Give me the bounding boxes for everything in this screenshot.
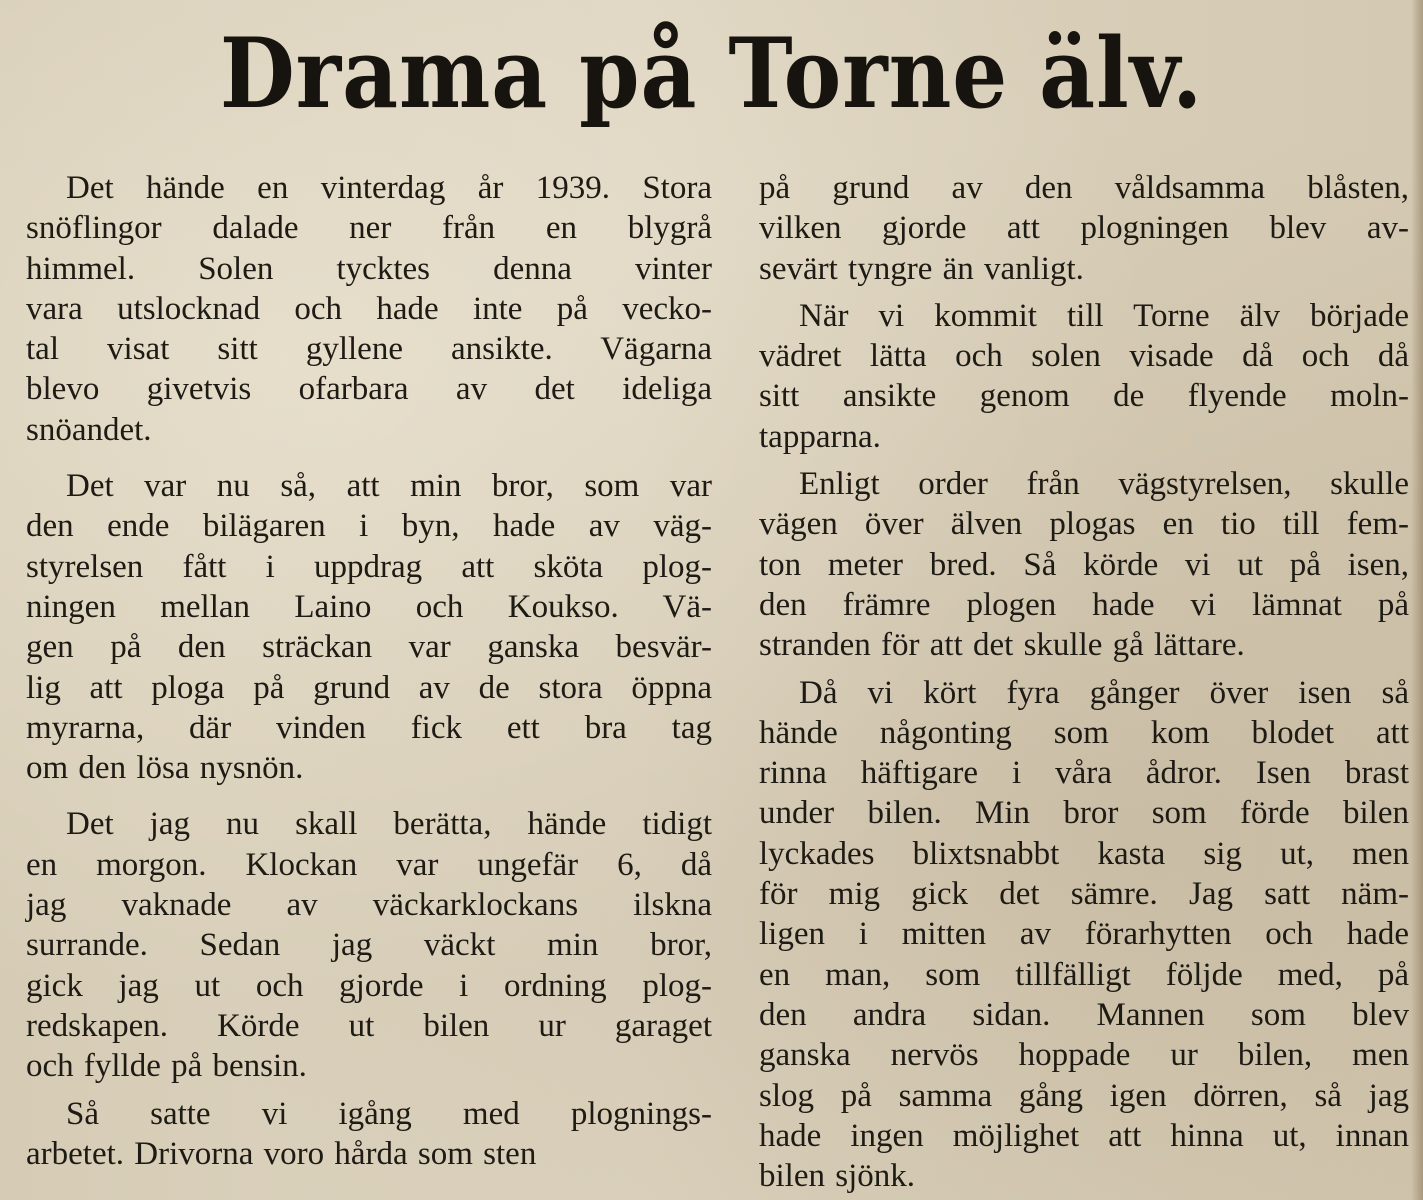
paragraph-6 bbox=[759, 296, 1409, 457]
text-line: gick jag ut och gjorde i ordning plog- bbox=[26, 967, 712, 1004]
text-line: om den lösa nysnön. bbox=[26, 750, 304, 787]
text-line: surrande. Sedan jag väckt min bror, bbox=[26, 927, 712, 964]
text-line: ningen mellan Laino och Koukso. Vä- bbox=[26, 588, 712, 625]
text-line: Så satte vi igång med plognings- bbox=[66, 1095, 712, 1132]
page-edge-shadow bbox=[1411, 0, 1423, 1200]
paragraph-4 bbox=[26, 1094, 712, 1175]
text-line: ganska nervös hoppade ur bilen, men bbox=[759, 1037, 1409, 1074]
text-line: styrelsen fått i uppdrag att sköta plog- bbox=[26, 548, 712, 585]
text-line: Det hände en vinterdag år 1939. Stora bbox=[66, 170, 712, 206]
text-line: myrarna, där vinden fick ett bra tag bbox=[26, 709, 712, 746]
text-line: himmel. Solen tycktes denna vinter bbox=[26, 250, 712, 287]
text-line: vara utslocknad och hade inte på vecko- bbox=[26, 290, 712, 327]
text-line: jag vaknade av väckarklockans ilskna bbox=[26, 887, 712, 924]
text-line: under bilen. Min bror som förde bilen bbox=[759, 795, 1409, 832]
text-line: sevärt tyngre än vanligt. bbox=[759, 250, 1084, 287]
text-line: rinna häftigare i våra ådror. Isen brast bbox=[759, 755, 1409, 792]
text-line: den främre plogen hade vi lämnat på bbox=[759, 586, 1409, 623]
text-line: en man, som tillfälligt följde med, på bbox=[759, 956, 1409, 993]
text-line: gen på den sträckan var ganska besvär- bbox=[26, 629, 712, 666]
text-line: redskapen. Körde ut bilen ur garaget bbox=[26, 1007, 712, 1044]
paragraph-5 bbox=[759, 168, 1409, 289]
text-line: den ende bilägaren i byn, hade av väg- bbox=[26, 508, 712, 545]
text-line: ton meter bred. Så körde vi ut på isen, bbox=[759, 546, 1409, 583]
text-line: Det jag nu skall berätta, hände tidigt bbox=[66, 806, 712, 843]
text-line: slog på samma gång igen dörren, så jag bbox=[759, 1077, 1409, 1114]
text-line: När vi kommit till Torne älv började bbox=[799, 297, 1409, 334]
text-line: Det var nu så, att min bror, som var bbox=[66, 468, 712, 505]
text-line: på grund av den våldsamma blåsten, bbox=[759, 170, 1409, 206]
text-line: för mig gick det sämre. Jag satt näm- bbox=[759, 876, 1409, 913]
text-line: stranden för att det skulle gå lättare. bbox=[759, 627, 1245, 664]
text-line: snöandet. bbox=[26, 411, 152, 448]
article-headline: Drama på Torne älv. bbox=[219, 17, 1204, 130]
text-line: snöflingor dalade ner från en blygrå bbox=[26, 210, 712, 247]
text-line: hände någonting som kom blodet att bbox=[759, 714, 1409, 751]
right-column bbox=[759, 168, 1409, 1196]
paragraph-3 bbox=[26, 804, 712, 1086]
paragraph-8 bbox=[759, 673, 1409, 1197]
text-line: vädret lätta och solen visade då och då bbox=[759, 338, 1409, 375]
paragraph-1 bbox=[26, 168, 712, 450]
text-line: vägen över älven plogas en tio till fem- bbox=[759, 506, 1409, 543]
text-line: lig att ploga på grund av de stora öppna bbox=[26, 669, 712, 706]
text-line: en morgon. Klockan var ungefär 6, då bbox=[26, 846, 712, 883]
text-line: tal visat sitt gyllene ansikte. Vägarna bbox=[26, 331, 712, 368]
paragraph-2 bbox=[26, 466, 712, 788]
text-line: den andra sidan. Mannen som blev bbox=[759, 996, 1409, 1033]
text-line: Enligt order från vägstyrelsen, skulle bbox=[799, 466, 1409, 503]
text-line: hade ingen möjlighet att hinna ut, innan bbox=[759, 1117, 1409, 1154]
text-line: ligen i mitten av förarhytten och hade bbox=[759, 916, 1409, 953]
paragraph-7 bbox=[759, 464, 1409, 665]
text-line: sitt ansikte genom de flyende moln- bbox=[759, 378, 1409, 415]
text-line: och fyllde på bensin. bbox=[26, 1048, 307, 1085]
text-line: arbetet. Drivorna voro hårda som sten bbox=[26, 1135, 537, 1172]
text-line: vilken gjorde att plogningen blev av- bbox=[759, 210, 1409, 247]
text-line: tapparna. bbox=[759, 418, 881, 455]
left-column bbox=[26, 168, 712, 1174]
text-line: bilen sjönk. bbox=[759, 1158, 915, 1195]
text-line: Då vi kört fyra gånger över isen så bbox=[799, 674, 1409, 711]
text-line: lyckades blixtsnabbt kasta sig ut, men bbox=[759, 835, 1409, 872]
text-line: blevo givetvis ofarbara av det ideliga bbox=[26, 371, 712, 408]
